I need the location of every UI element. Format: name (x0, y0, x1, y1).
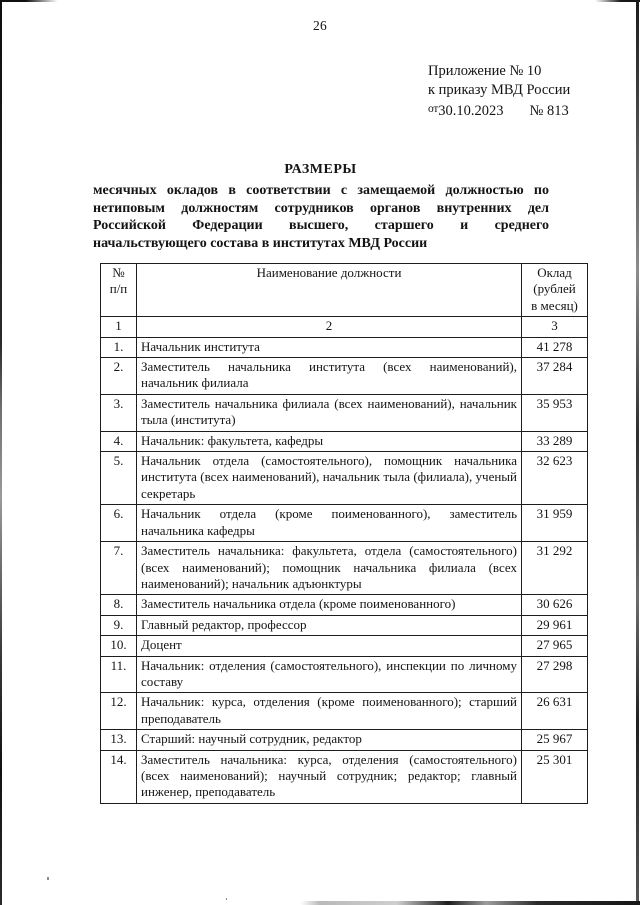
table-row (101, 656, 588, 693)
column-index-row (101, 317, 588, 337)
row-position-name: Начальник института (137, 337, 522, 357)
row-position-name: Начальник: отделения (самостоятельного), инспекции по личному составу (137, 656, 522, 693)
table-row (101, 452, 588, 505)
appendix-date-line (428, 100, 570, 121)
row-salary: 25 301 (522, 750, 588, 803)
row-position-name: Заместитель начальника отдела (кроме поименованного) (137, 595, 522, 615)
scan-speck (47, 877, 49, 880)
table-row (101, 337, 588, 357)
row-number: 5. (101, 452, 137, 505)
table-header-row (101, 264, 588, 317)
row-number: 3. (101, 394, 137, 431)
table-row (101, 750, 588, 803)
row-salary: 30 626 (522, 595, 588, 615)
table-row (101, 595, 588, 615)
scan-artifact-left (0, 0, 2, 905)
row-number: 9. (101, 615, 137, 635)
row-number: 14. (101, 750, 137, 803)
appendix-order-number: № 813 (529, 102, 569, 119)
row-position-name: Доцент (137, 636, 522, 656)
salary-table (100, 263, 588, 804)
table-row (101, 615, 588, 635)
row-number: 11. (101, 656, 137, 693)
row-position-name: Главный редактор, профессор (137, 615, 522, 635)
scan-artifact-top (0, 0, 640, 2)
row-position-name: Начальник: факультета, кафедры (137, 431, 522, 451)
row-number: 1. (101, 337, 137, 357)
document-title: РАЗМЕРЫ (284, 162, 357, 177)
row-number: 6. (101, 505, 137, 542)
row-number: 7. (101, 542, 137, 595)
scan-artifact-right (636, 0, 639, 905)
row-salary: 32 623 (522, 452, 588, 505)
column-header-salary-line3: в месяц) (531, 297, 578, 313)
table-row (101, 693, 588, 730)
column-header-number (101, 264, 137, 317)
table-row (101, 358, 588, 395)
document-subtitle: месячных окладов в соответствии с замещаемой должностью по нетиповым должностям сотрудников органов внутренних дел Российской Федерации высшего, старшего и среднего начальствующего состава в институтах МВД России (93, 183, 549, 251)
row-number: 4. (101, 431, 137, 451)
row-salary: 31 959 (522, 505, 588, 542)
column-header-number-line1: № (112, 265, 125, 280)
column-index-2: 2 (137, 317, 522, 337)
appendix-number-line: Приложение № 10 (428, 63, 542, 79)
scan-artifact-bottom (0, 901, 640, 905)
column-header-salary (522, 264, 588, 317)
row-number: 10. (101, 636, 137, 656)
appendix-order-source-line: к приказу МВД России (428, 82, 571, 98)
row-position-name: Старший: научный сотрудник, редактор (137, 730, 522, 750)
column-header-number-line2: п/п (109, 281, 128, 297)
page-number: 26 (312, 18, 328, 33)
column-index-1: 1 (101, 317, 137, 337)
row-salary: 26 631 (522, 693, 588, 730)
table-row (101, 636, 588, 656)
row-salary: 25 967 (522, 730, 588, 750)
row-salary: 27 965 (522, 636, 588, 656)
date-prefix: от (428, 103, 439, 115)
table-row (101, 730, 588, 750)
row-salary: 33 289 (522, 431, 588, 451)
row-salary: 29 961 (522, 615, 588, 635)
scan-speck (226, 898, 227, 900)
column-index-3: 3 (522, 317, 588, 337)
table-row (101, 505, 588, 542)
row-salary: 31 292 (522, 542, 588, 595)
row-number: 12. (101, 693, 137, 730)
row-salary: 41 278 (522, 337, 588, 357)
row-salary: 37 284 (522, 358, 588, 395)
row-position-name: Заместитель начальника: курса, отделения (самостоятельного) (всех наименований); научный сотрудник; редактор; главный инженер, преподаватель (137, 750, 522, 803)
column-header-salary-line2: (рублей (533, 281, 576, 297)
row-number: 2. (101, 358, 137, 395)
appendix-reference-block (428, 62, 570, 121)
row-position-name: Заместитель начальника: факультета, отдела (самостоятельного) (всех наименований); помощник начальника филиала (всех наименований); начальник адъюнктуры (137, 542, 522, 595)
row-position-name: Заместитель начальника института (всех наименований), начальник филиала (137, 358, 522, 395)
column-header-position-name: Наименование должности (137, 264, 522, 317)
column-header-salary-line1: Оклад (537, 265, 572, 280)
row-number: 13. (101, 730, 137, 750)
table-row (101, 542, 588, 595)
salary-table-body (101, 337, 588, 803)
table-row (101, 394, 588, 431)
row-salary: 35 953 (522, 394, 588, 431)
table-row (101, 431, 588, 451)
row-salary: 27 298 (522, 656, 588, 693)
salary-table-head (101, 264, 588, 338)
appendix-date: 30.10.2023 (438, 102, 504, 119)
row-position-name: Начальник: курса, отделения (кроме поименованного); старший преподаватель (137, 693, 522, 730)
row-position-name: Начальник отдела (самостоятельного), помощник начальника института (всех наименований), начальник тыла (филиала), ученый секретарь (137, 452, 522, 505)
row-number: 8. (101, 595, 137, 615)
row-position-name: Заместитель начальника филиала (всех наименований), начальник тыла (института) (137, 394, 522, 431)
row-position-name: Начальник отдела (кроме поименованного), заместитель начальника кафедры (137, 505, 522, 542)
